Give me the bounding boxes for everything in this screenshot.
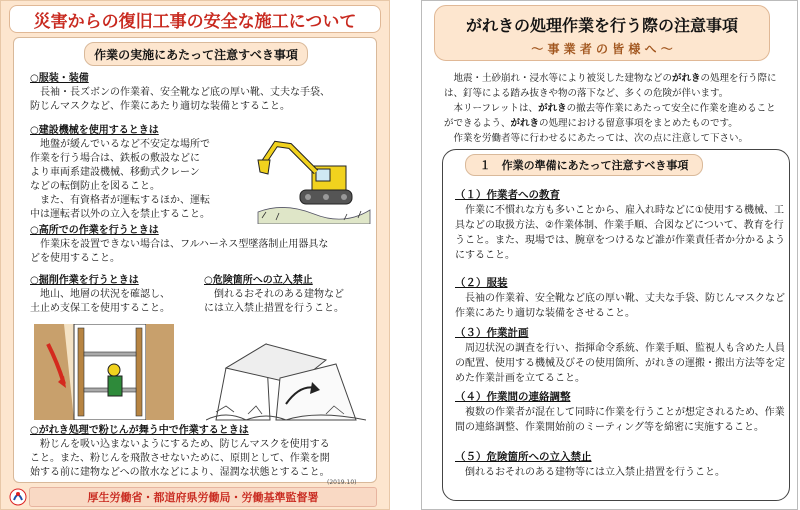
- issue-date: (2019.10): [327, 479, 357, 486]
- subsection-training: [455, 188, 785, 263]
- subsection-body: 作業に不慣れな方も多いことから、雇入れ時などに①使用する機械、工具などの取扱方法、②作業体制、作業手順、合図などについて、教育を行うこと。また、現場では、腕章をつけるなど誰が作業責任者か分かるようにすること。: [455, 205, 785, 261]
- left-leaflet-page: [0, 0, 390, 510]
- intro-text: [444, 71, 782, 146]
- section-heading: ○危険箇所への立入禁止: [204, 275, 313, 286]
- right-title-banner: [434, 5, 770, 61]
- section-body: 長袖・長ズボンの作業着、安全靴など底の厚い靴、丈夫な手袋、 防じんマスクなど、作業にあたり適切な装備とすること。: [30, 87, 330, 112]
- subsection-body: 複数の作業者が混在して同時に作業を行うことが想定されるため、作業間の連絡調整、作業開始前のミーティング等を綿密に実施すること。: [455, 407, 785, 433]
- section-body: 地盤が緩んでいるなど不安定な場所で 作業を行う場合は、鉄板の敷設などに より車両系建設機械、移動式クレーン などの転倒防止を図ること。 また、有資格者が運転するほか、運転 中は運転者以外の立入を禁止すること。: [30, 139, 210, 220]
- section-body: 粉じんを吸い込まないようにするため、防じんマスクを使用する こと。また、粉じんを飛散させないために、原則として、作業を開 始する前に建物などへの散水などにより、湿潤な状態とすること。: [30, 439, 330, 478]
- subsection-heading: （４）作業間の連絡調整: [455, 391, 571, 403]
- section-heading: ○服装・装備: [30, 73, 89, 84]
- issuer-footer: 厚生労働省・都道府県労働局・労働基準監督署: [29, 487, 377, 507]
- trench-shoring-illustration: [34, 324, 174, 420]
- section-construction-machinery: [30, 124, 262, 222]
- collapsed-building-illustration: [206, 324, 366, 424]
- section-heading: ○掘削作業を行うときは: [30, 275, 139, 286]
- right-page-subtitle: ～ 事 業 者 の 皆 様 へ ～: [531, 42, 673, 56]
- section-heading: ○がれき処理で粉じんが舞う中で作業するときは: [30, 425, 249, 436]
- subsection-restricted-area: [455, 450, 785, 480]
- excavator-illustration: [254, 132, 372, 224]
- subsection-heading: （１）作業者への教育: [455, 189, 560, 201]
- subsection-coordination: [455, 390, 785, 435]
- subsection-work-plan: [455, 326, 785, 386]
- left-content-panel: [13, 37, 377, 483]
- section-body: 地山、地層の状況を確認し、 土止め支保工を使用すること。: [30, 289, 170, 314]
- intro-paragraph-1: 地震・土砂崩れ・浸水等により被災した建物などのがれきの処理を行う際には、釘等による踏み抜きや物の落下など、多くの危険が伴います。: [444, 73, 777, 99]
- subsection-body: 周辺状況の調査を行い、指揮命令系統、作業手順、監視人も含めた人員の配置、使用する機械及びその使用箇所、がれきの運搬・搬出方法等を定めた作業計画を立てること。: [455, 343, 785, 384]
- section-excavation: [30, 274, 210, 316]
- subsection-heading: （２）服装: [455, 277, 508, 289]
- ministry-logo-icon: [9, 488, 27, 506]
- subsection-body: 倒れるおそれのある建物等には立入禁止措置を行うこと。: [465, 467, 725, 478]
- section-heading: ○建設機械を使用するときは: [30, 125, 159, 136]
- subsection-heading: （３）作業計画: [455, 327, 529, 339]
- section-body: 作業床を設置できない場合は、フルハーネス型墜落制止用器具な どを使用すること。: [30, 239, 329, 264]
- section-body: 倒れるおそれのある建物など には立入禁止措置を行うこと。: [204, 289, 344, 314]
- left-section-title: 作業の実施にあたって注意すべき事項: [84, 42, 308, 66]
- section-clothing: [30, 72, 370, 114]
- intro-paragraph-3: 作業を労働者等に行わせるにあたっては、次の点に注意して下さい。: [453, 133, 749, 144]
- preparation-section-title: １ 作業の準備にあたって注意すべき事項: [465, 154, 703, 176]
- preparation-section: [442, 149, 790, 501]
- section-heading: ○高所での作業を行うときは: [30, 225, 159, 236]
- right-leaflet-page: [421, 0, 798, 510]
- section-high-places: [30, 224, 370, 266]
- right-page-title: がれきの処理作業を行う際の注意事項: [465, 16, 738, 35]
- left-page-title: 災害からの復旧工事の安全な施工について: [9, 5, 381, 33]
- subsection-heading: （５）危険箇所への立入禁止: [455, 451, 592, 463]
- section-restricted-area: [204, 274, 376, 316]
- subsection-clothing: [455, 276, 785, 321]
- subsection-body: 長袖の作業着、安全靴など底の厚い靴、丈夫な手袋、防じんマスクなど作業にあたり適切な装備をさせること。: [455, 293, 785, 319]
- intro-paragraph-2: 本リーフレットは、がれきの撤去等作業にあたって安全に作業を進めることができるよう、がれきの処理における留意事項をまとめたものです。: [444, 103, 776, 129]
- section-dust-work: [30, 424, 374, 480]
